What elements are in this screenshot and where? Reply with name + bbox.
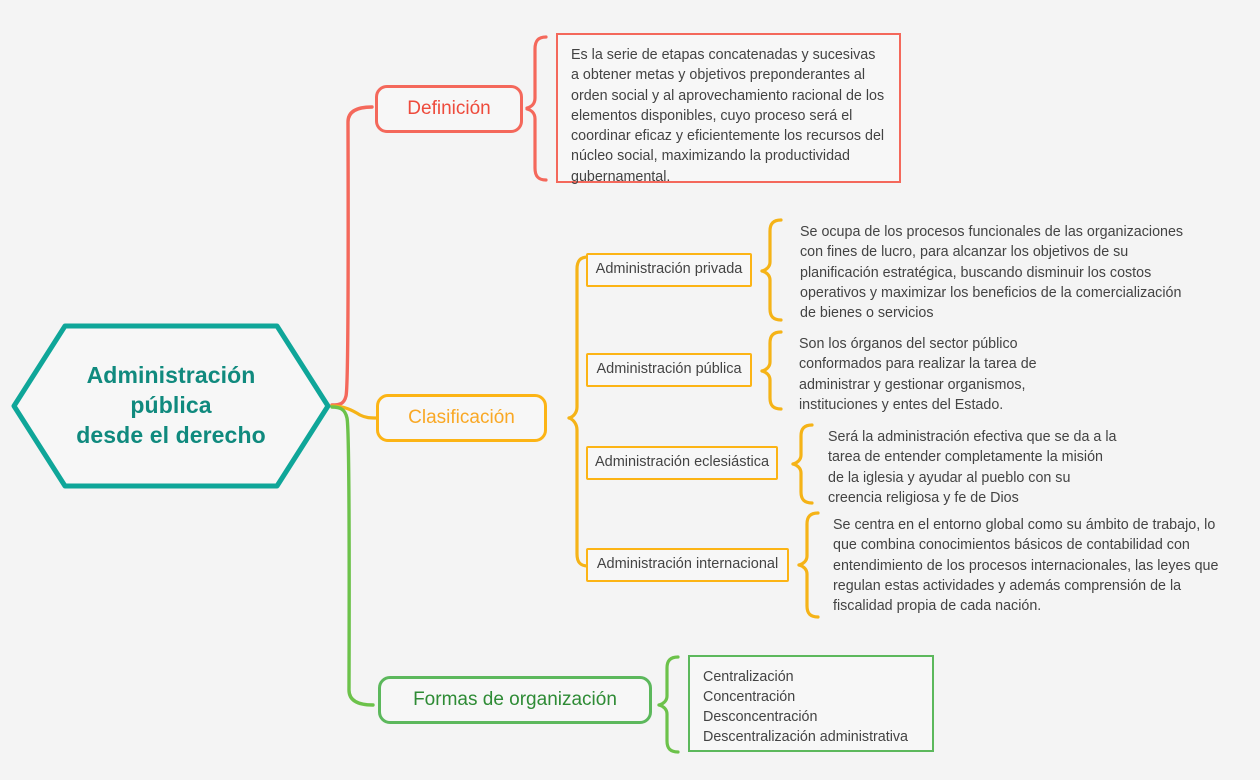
branch-label-clasificacion: Clasificación [408, 406, 515, 428]
connector-root-definicion [332, 107, 372, 405]
description-formas [688, 655, 934, 752]
sub-node-administracion-eclesiastica[interactable] [586, 446, 778, 480]
sub-node-administracion-privada[interactable] [586, 253, 752, 287]
sub-node-label-publica: Administración pública [596, 361, 742, 378]
brace-definicion [527, 37, 546, 180]
sub-node-label-eclesiastica: Administración eclesiástica [594, 454, 770, 471]
description-definicion [556, 33, 901, 183]
sub-node-administracion-internacional[interactable] [586, 548, 789, 582]
description-privada [800, 222, 1200, 323]
brace-internacional [799, 513, 818, 617]
brace-publica [762, 332, 781, 409]
sub-node-label-privada: Administración privada [595, 261, 743, 278]
sub-node-administracion-publica[interactable] [586, 353, 752, 387]
branch-label-definicion: Definición [407, 97, 491, 119]
formas-item-3: Descentralización administrativa [703, 729, 909, 746]
root-line-1: Administración [86, 362, 256, 389]
branch-node-clasificacion[interactable] [376, 394, 547, 442]
branch-label-formas: Formas de organización [413, 688, 617, 710]
branch-node-formas[interactable] [378, 676, 652, 724]
description-publica [799, 334, 1089, 415]
description-text-publica: Son los órganos del sector público conformados para realizar la tarea de administrar y gestionar organismos, instituciones y entes del Estado. [799, 336, 1037, 413]
branch-node-definicion[interactable] [375, 85, 523, 133]
description-text-definicion: Es la serie de etapas concatenadas y sucesivas a obtener metas y objetivos preponderantes al orden social y al aprovechamiento racional de los elementos disponibles, cuyo proceso será el coordinar eficaz y eficientemente los recursos del núcleo social, maximizando la productividad gubernamental. [571, 47, 885, 185]
connector-root-formas [332, 407, 373, 705]
root-line-2: pública [130, 392, 212, 419]
root-node[interactable] [10, 322, 332, 490]
description-eclesiastica [828, 427, 1118, 508]
connector-root-clasificacion [332, 406, 377, 418]
description-text-eclesiastica: Será la administración efectiva que se da a la tarea de entender completamente la misión de la iglesia y ayudar al pueblo con su creencia religiosa y fe de Dios [828, 429, 1117, 506]
root-line-3: desde el derecho [76, 421, 266, 448]
brace-eclesiastica [793, 425, 812, 503]
description-text-privada: Se ocupa de los procesos funcionales de las organizaciones con fines de lucro, para alcanzar los objetivos de su planificación estratégica, buscando disminuir los costos operativos y maximizar los beneficios de la comercialización de bienes o servicios [800, 224, 1184, 322]
brace-privada [762, 220, 781, 320]
description-internacional [833, 515, 1233, 616]
brace-formas [659, 657, 678, 752]
sub-node-label-internacional: Administración internacional [596, 556, 779, 573]
formas-item-1: Concentración [703, 689, 796, 706]
root-label [10, 322, 332, 490]
description-text-internacional: Se centra en el entorno global como su ámbito de trabajo, lo que combina conocimientos básicos de contabilidad con entendimiento de los procesos internacionales, las leyes que regulan estas actividades y además comprensión de la fiscalidad propia de cada nación. [833, 517, 1219, 615]
formas-item-0: Centralización [703, 669, 794, 685]
formas-item-2: Desconcentración [703, 709, 818, 726]
brace-clasificacion [569, 257, 588, 566]
